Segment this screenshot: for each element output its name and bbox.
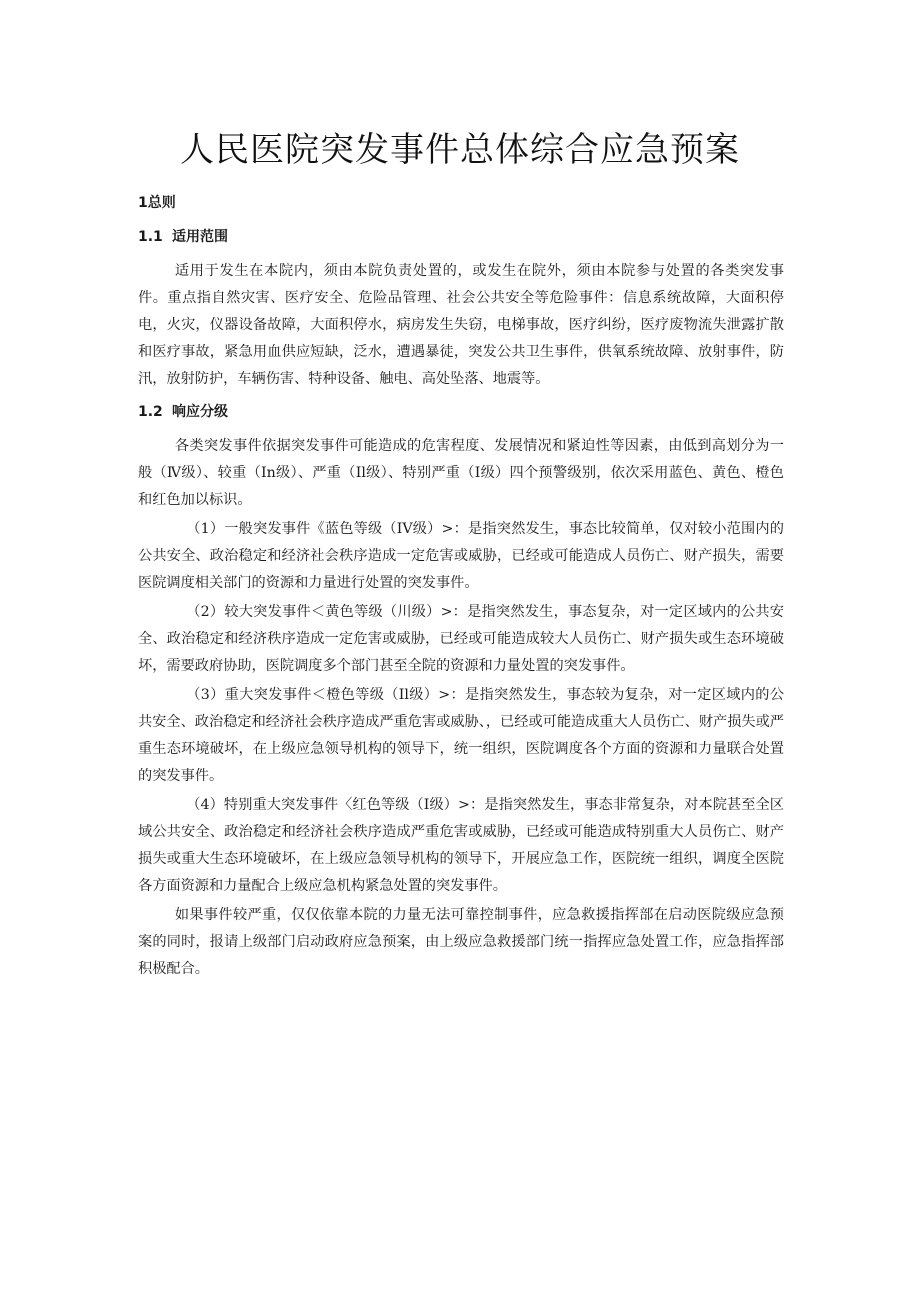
subsection-title: 响应分级 [172, 404, 228, 420]
section-heading: 1总则 [138, 195, 176, 211]
subsection-number: 1.1 [138, 229, 163, 245]
paragraph-level-blue: （1）一般突发事件《蓝色等级（IV级）>：是指突然发生，事态比较简单，仅对较小范围内的公共安全、政治稳定和经济社会秩序造成一定危害或威胁，已经或可能造成人员伤亡、财产损失，需要医院调度相关部门的资源和力量进行处置的突发事件。 [138, 521, 784, 591]
paragraph-level-yellow: （2）较大突发事件＜黄色等级（川级）>：是指突然发生，事态复杂，对一定区域内的公共安全、政治稳定和经济秩序造成一定危害或威胁，已经或可能造成较大人员伤亡、财产损失或生态环境破坏，需要政府协助，医院调度多个部门甚至全院的资源和力量处置的突发事件。 [138, 604, 784, 674]
document-body [138, 192, 784, 985]
subsection-title: 适用范围 [172, 229, 228, 245]
subsection-heading-response-levels [138, 401, 784, 423]
paragraph-escalation: 如果事件较严重，仅仅依靠本院的力量无法可靠控制事件，应急救援指挥部在启动医院级应急预案的同时，报请上级部门启动政府应急预案，由上级应急救援部门统一指挥应急处置工作，应急指挥部积极配合。 [138, 907, 784, 977]
paragraph-level-red: （4）特别重大突发事件〈红色等级（I级）>：是指突然发生，事态非常复杂，对本院甚至全区域公共安全、政治稳定和经济社会秩序造成严重危害或威胁，已经或可能造成特别重大人员伤亡、财产损失或重大生态环境破坏，在上级应急领导机构的领导下，开展应急工作，医院统一组织，调度全医院各方面资源和力量配合上级应急机构紧急处置的突发事件。 [138, 797, 784, 894]
paragraph-level-orange: （3）重大突发事件＜橙色等级（Il级）>：是指突然发生，事态较为复杂，对一定区域内的公共安全、政治稳定和经济社会秩序造成严重危害或威胁、，已经或可能造成重大人员伤亡、财产损失或严重生态环境破坏，在上级应急领导机构的领导下，统一组织，医院调度各个方面的资源和力量联合处置的突发事件。 [138, 687, 784, 784]
subsection-heading-scope [138, 226, 784, 248]
paragraph-levels-intro: 各类突发事件依据突发事件可能造成的危害程度、发展情况和紧迫性等因素，由低到高划分为一般（Ⅳ级）、较重（In级）、严重（Il级）、特别严重（I级）四个预警级别，依次采用蓝色、黄色、橙色和红色加以标识。 [138, 438, 784, 508]
paragraph-scope: 适用于发生在本院内，须由本院负责处置的，或发生在院外，须由本院参与处置的各类突发事件。重点指自然灾害、医疗安全、危险品管理、社会公共安全等危险事件：信息系统故障，大面积停电，火灾，仪器设备故障，大面积停水，病房发生失窃，电梯事故，医疗纠纷，医疗废物流失泄露扩散和医疗事故，紧急用血供应短缺，泛水，遭遇暴徒，突发公共卫生事件，供氧系统故障、放射事件，防汛，放射防护，车辆伤害、特种设备、触电、高处坠落、地震等。 [138, 263, 784, 387]
subsection-number: 1.2 [138, 404, 163, 420]
document-title: 人民医院突发事件总体综合应急预案 [180, 130, 740, 170]
